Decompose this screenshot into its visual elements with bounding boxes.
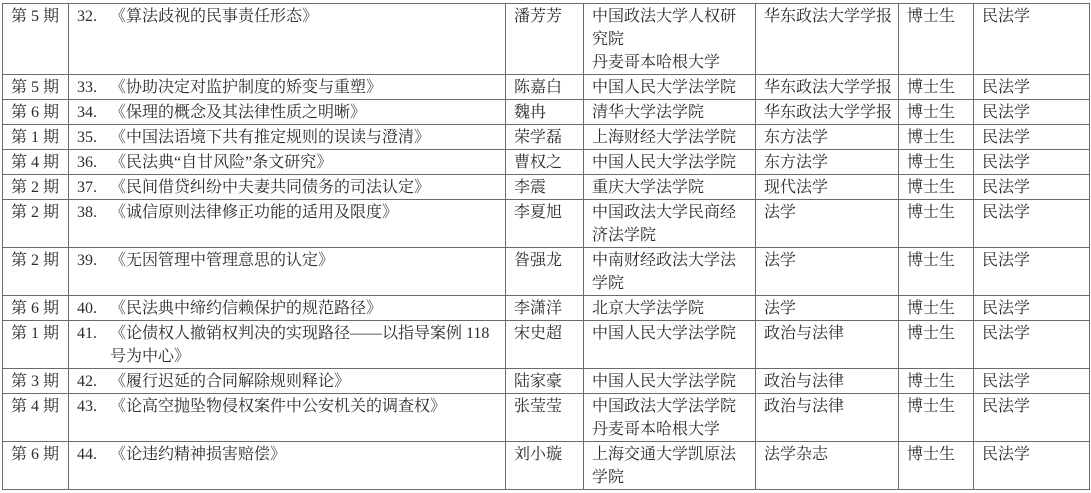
table-row [3, 394, 1090, 442]
affiliation-cell [584, 175, 756, 200]
journal-cell: 政治与法律 [756, 394, 899, 442]
number-title-cell [69, 296, 506, 321]
journal-cell: 东方法学 [756, 150, 899, 175]
table-row [3, 321, 1090, 369]
journal-cell: 现代法学 [756, 175, 899, 200]
author-cell: 曹权之 [506, 150, 584, 175]
affiliation-cell [584, 100, 756, 125]
affiliation-line: 中南财经政法大学法学院 [592, 252, 737, 292]
table-row [3, 175, 1090, 200]
number-title-cell [69, 4, 506, 75]
affiliation-line: 中国人民大学法学院 [592, 373, 737, 390]
number-title-wrap [77, 201, 501, 224]
affiliation-line: 中国人民大学法学院 [592, 79, 737, 96]
affiliation-line: 重庆大学法学院 [592, 179, 705, 196]
degree-cell: 博士生 [899, 369, 974, 394]
entry-title: 《论高空抛坠物侵权案件中公安机关的调查权》 [110, 398, 447, 415]
journal-cell: 政治与法律 [756, 321, 899, 369]
field-cell: 民法学 [974, 175, 1090, 200]
table-row [3, 4, 1090, 75]
field-cell: 民法学 [974, 394, 1090, 442]
journal-cell: 法学杂志 [756, 442, 899, 490]
number-title-wrap [77, 5, 501, 28]
author-cell: 李夏旭 [506, 200, 584, 248]
issue-cell: 第 6 期 [3, 296, 69, 321]
entry-title: 《论违约精神损害赔偿》 [110, 446, 287, 463]
field-cell: 民法学 [974, 200, 1090, 248]
number-title-cell [69, 175, 506, 200]
author-cell: 陈嘉白 [506, 75, 584, 100]
affiliation-line: 上海交通大学凯原法学院 [592, 446, 737, 486]
table-row [3, 75, 1090, 100]
number-title-cell [69, 150, 506, 175]
entry-number: 43. [77, 398, 97, 415]
entry-title: 《协助决定对监护制度的矫变与重塑》 [110, 79, 383, 96]
field-cell: 民法学 [974, 369, 1090, 394]
affiliation-cell [584, 200, 756, 248]
number-title-wrap [77, 322, 501, 368]
affiliation-cell [584, 321, 756, 369]
field-cell: 民法学 [974, 100, 1090, 125]
journal-cell: 法学 [756, 200, 899, 248]
entry-title: 《算法歧视的民事责任形态》 [110, 8, 319, 25]
entry-title: 《无因管理中管理意思的认定》 [110, 252, 335, 269]
author-cell: 潘芳芳 [506, 4, 584, 75]
issue-cell: 第 2 期 [3, 200, 69, 248]
degree-cell: 博士生 [899, 175, 974, 200]
entry-number: 36. [77, 154, 97, 171]
entry-title: 《履行迟延的合同解除规则释论》 [110, 373, 351, 390]
entry-number: 42. [77, 373, 97, 390]
number-title-wrap [77, 101, 501, 124]
entry-title: 《保理的概念及其法律性质之明晰》 [110, 104, 367, 121]
number-title-wrap [77, 443, 501, 466]
entry-number: 37. [77, 179, 97, 196]
affiliation-line: 中国人民大学法学院 [592, 154, 737, 171]
entry-title: 《民法典中缔约信赖保护的规范路径》 [110, 300, 383, 317]
affiliation-cell [584, 150, 756, 175]
degree-cell: 博士生 [899, 100, 974, 125]
issue-cell: 第 5 期 [3, 4, 69, 75]
field-cell: 民法学 [974, 150, 1090, 175]
affiliation-line: 丹麦哥本哈根大学 [592, 54, 721, 71]
issue-cell: 第 4 期 [3, 150, 69, 175]
table-row [3, 100, 1090, 125]
issue-cell: 第 1 期 [3, 321, 69, 369]
number-title-cell [69, 321, 506, 369]
issue-cell: 第 4 期 [3, 394, 69, 442]
journal-cell: 华东政法大学学报 [756, 4, 899, 75]
author-cell: 陆家豪 [506, 369, 584, 394]
number-title-cell [69, 75, 506, 100]
journal-cell: 东方法学 [756, 125, 899, 150]
affiliation-cell [584, 369, 756, 394]
entry-number: 34. [77, 104, 97, 121]
author-cell: 昝强龙 [506, 248, 584, 296]
affiliation-line: 丹麦哥本哈根大学 [592, 421, 721, 438]
issue-cell: 第 2 期 [3, 248, 69, 296]
entry-number: 35. [77, 129, 97, 146]
author-cell: 魏冉 [506, 100, 584, 125]
affiliation-line: 清华大学法学院 [592, 104, 705, 121]
entry-number: 39. [77, 252, 97, 269]
affiliation-line: 中国政法大学法学院 [592, 398, 737, 415]
affiliation-line: 中国政法大学人权研究院 [592, 8, 737, 48]
entry-title: 《论债权人撤销权判决的实现路径——以指导案例 118 号为中心》 [110, 325, 490, 365]
degree-cell: 博士生 [899, 125, 974, 150]
author-cell: 张莹莹 [506, 394, 584, 442]
degree-cell: 博士生 [899, 248, 974, 296]
affiliation-cell [584, 442, 756, 490]
number-title-wrap [77, 126, 501, 149]
table-row [3, 442, 1090, 490]
table-row [3, 125, 1090, 150]
number-title-wrap [77, 370, 501, 393]
number-title-wrap [77, 151, 501, 174]
table-row [3, 296, 1090, 321]
field-cell: 民法学 [974, 125, 1090, 150]
issue-cell: 第 2 期 [3, 175, 69, 200]
number-title-cell [69, 125, 506, 150]
affiliation-cell [584, 4, 756, 75]
affiliation-cell [584, 125, 756, 150]
author-cell: 荣学磊 [506, 125, 584, 150]
field-cell: 民法学 [974, 75, 1090, 100]
entry-title: 《诚信原则法律修正功能的适用及限度》 [110, 204, 399, 221]
number-title-wrap [77, 395, 501, 418]
journal-cell: 政治与法律 [756, 369, 899, 394]
degree-cell: 博士生 [899, 296, 974, 321]
affiliation-cell [584, 394, 756, 442]
affiliation-line: 上海财经大学法学院 [592, 129, 737, 146]
degree-cell: 博士生 [899, 321, 974, 369]
entry-number: 32. [77, 8, 97, 25]
table-row [3, 248, 1090, 296]
field-cell: 民法学 [974, 321, 1090, 369]
field-cell: 民法学 [974, 4, 1090, 75]
number-title-cell [69, 394, 506, 442]
entry-number: 33. [77, 79, 97, 96]
entry-number: 41. [77, 325, 97, 342]
number-title-cell [69, 442, 506, 490]
author-cell: 李震 [506, 175, 584, 200]
number-title-wrap [77, 249, 501, 272]
field-cell: 民法学 [974, 248, 1090, 296]
number-title-cell [69, 369, 506, 394]
field-cell: 民法学 [974, 442, 1090, 490]
table-row [3, 369, 1090, 394]
affiliation-cell [584, 75, 756, 100]
issue-cell: 第 6 期 [3, 442, 69, 490]
author-cell: 宋史超 [506, 321, 584, 369]
number-title-wrap [77, 297, 501, 320]
field-cell: 民法学 [974, 296, 1090, 321]
issue-cell: 第 5 期 [3, 75, 69, 100]
entry-number: 38. [77, 204, 97, 221]
entry-title: 《民间借贷纠纷中夫妻共同债务的司法认定》 [110, 179, 431, 196]
degree-cell: 博士生 [899, 200, 974, 248]
number-title-wrap [77, 76, 501, 99]
number-title-cell [69, 100, 506, 125]
entry-title: 《中国法语境下共有推定规则的误读与澄清》 [110, 129, 431, 146]
publications-table [2, 3, 1090, 490]
journal-cell: 华东政法大学学报 [756, 75, 899, 100]
publications-tbody [3, 4, 1090, 490]
author-cell: 刘小璇 [506, 442, 584, 490]
entry-title: 《民法典“自甘风险”条文研究》 [110, 154, 333, 171]
journal-cell: 法学 [756, 248, 899, 296]
journal-cell: 华东政法大学学报 [756, 100, 899, 125]
degree-cell: 博士生 [899, 442, 974, 490]
journal-cell: 法学 [756, 296, 899, 321]
degree-cell: 博士生 [899, 4, 974, 75]
affiliation-line: 北京大学法学院 [592, 300, 705, 317]
affiliation-cell [584, 296, 756, 321]
entry-number: 44. [77, 446, 97, 463]
degree-cell: 博士生 [899, 394, 974, 442]
entry-number: 40. [77, 300, 97, 317]
affiliation-line: 中国政法大学民商经济法学院 [592, 204, 737, 244]
author-cell: 李潇洋 [506, 296, 584, 321]
table-row [3, 150, 1090, 175]
degree-cell: 博士生 [899, 75, 974, 100]
number-title-cell [69, 248, 506, 296]
number-title-cell [69, 200, 506, 248]
issue-cell: 第 6 期 [3, 100, 69, 125]
degree-cell: 博士生 [899, 150, 974, 175]
table-row [3, 200, 1090, 248]
issue-cell: 第 1 期 [3, 125, 69, 150]
issue-cell: 第 3 期 [3, 369, 69, 394]
number-title-wrap [77, 176, 501, 199]
affiliation-line: 中国人民大学法学院 [592, 325, 737, 342]
affiliation-cell [584, 248, 756, 296]
